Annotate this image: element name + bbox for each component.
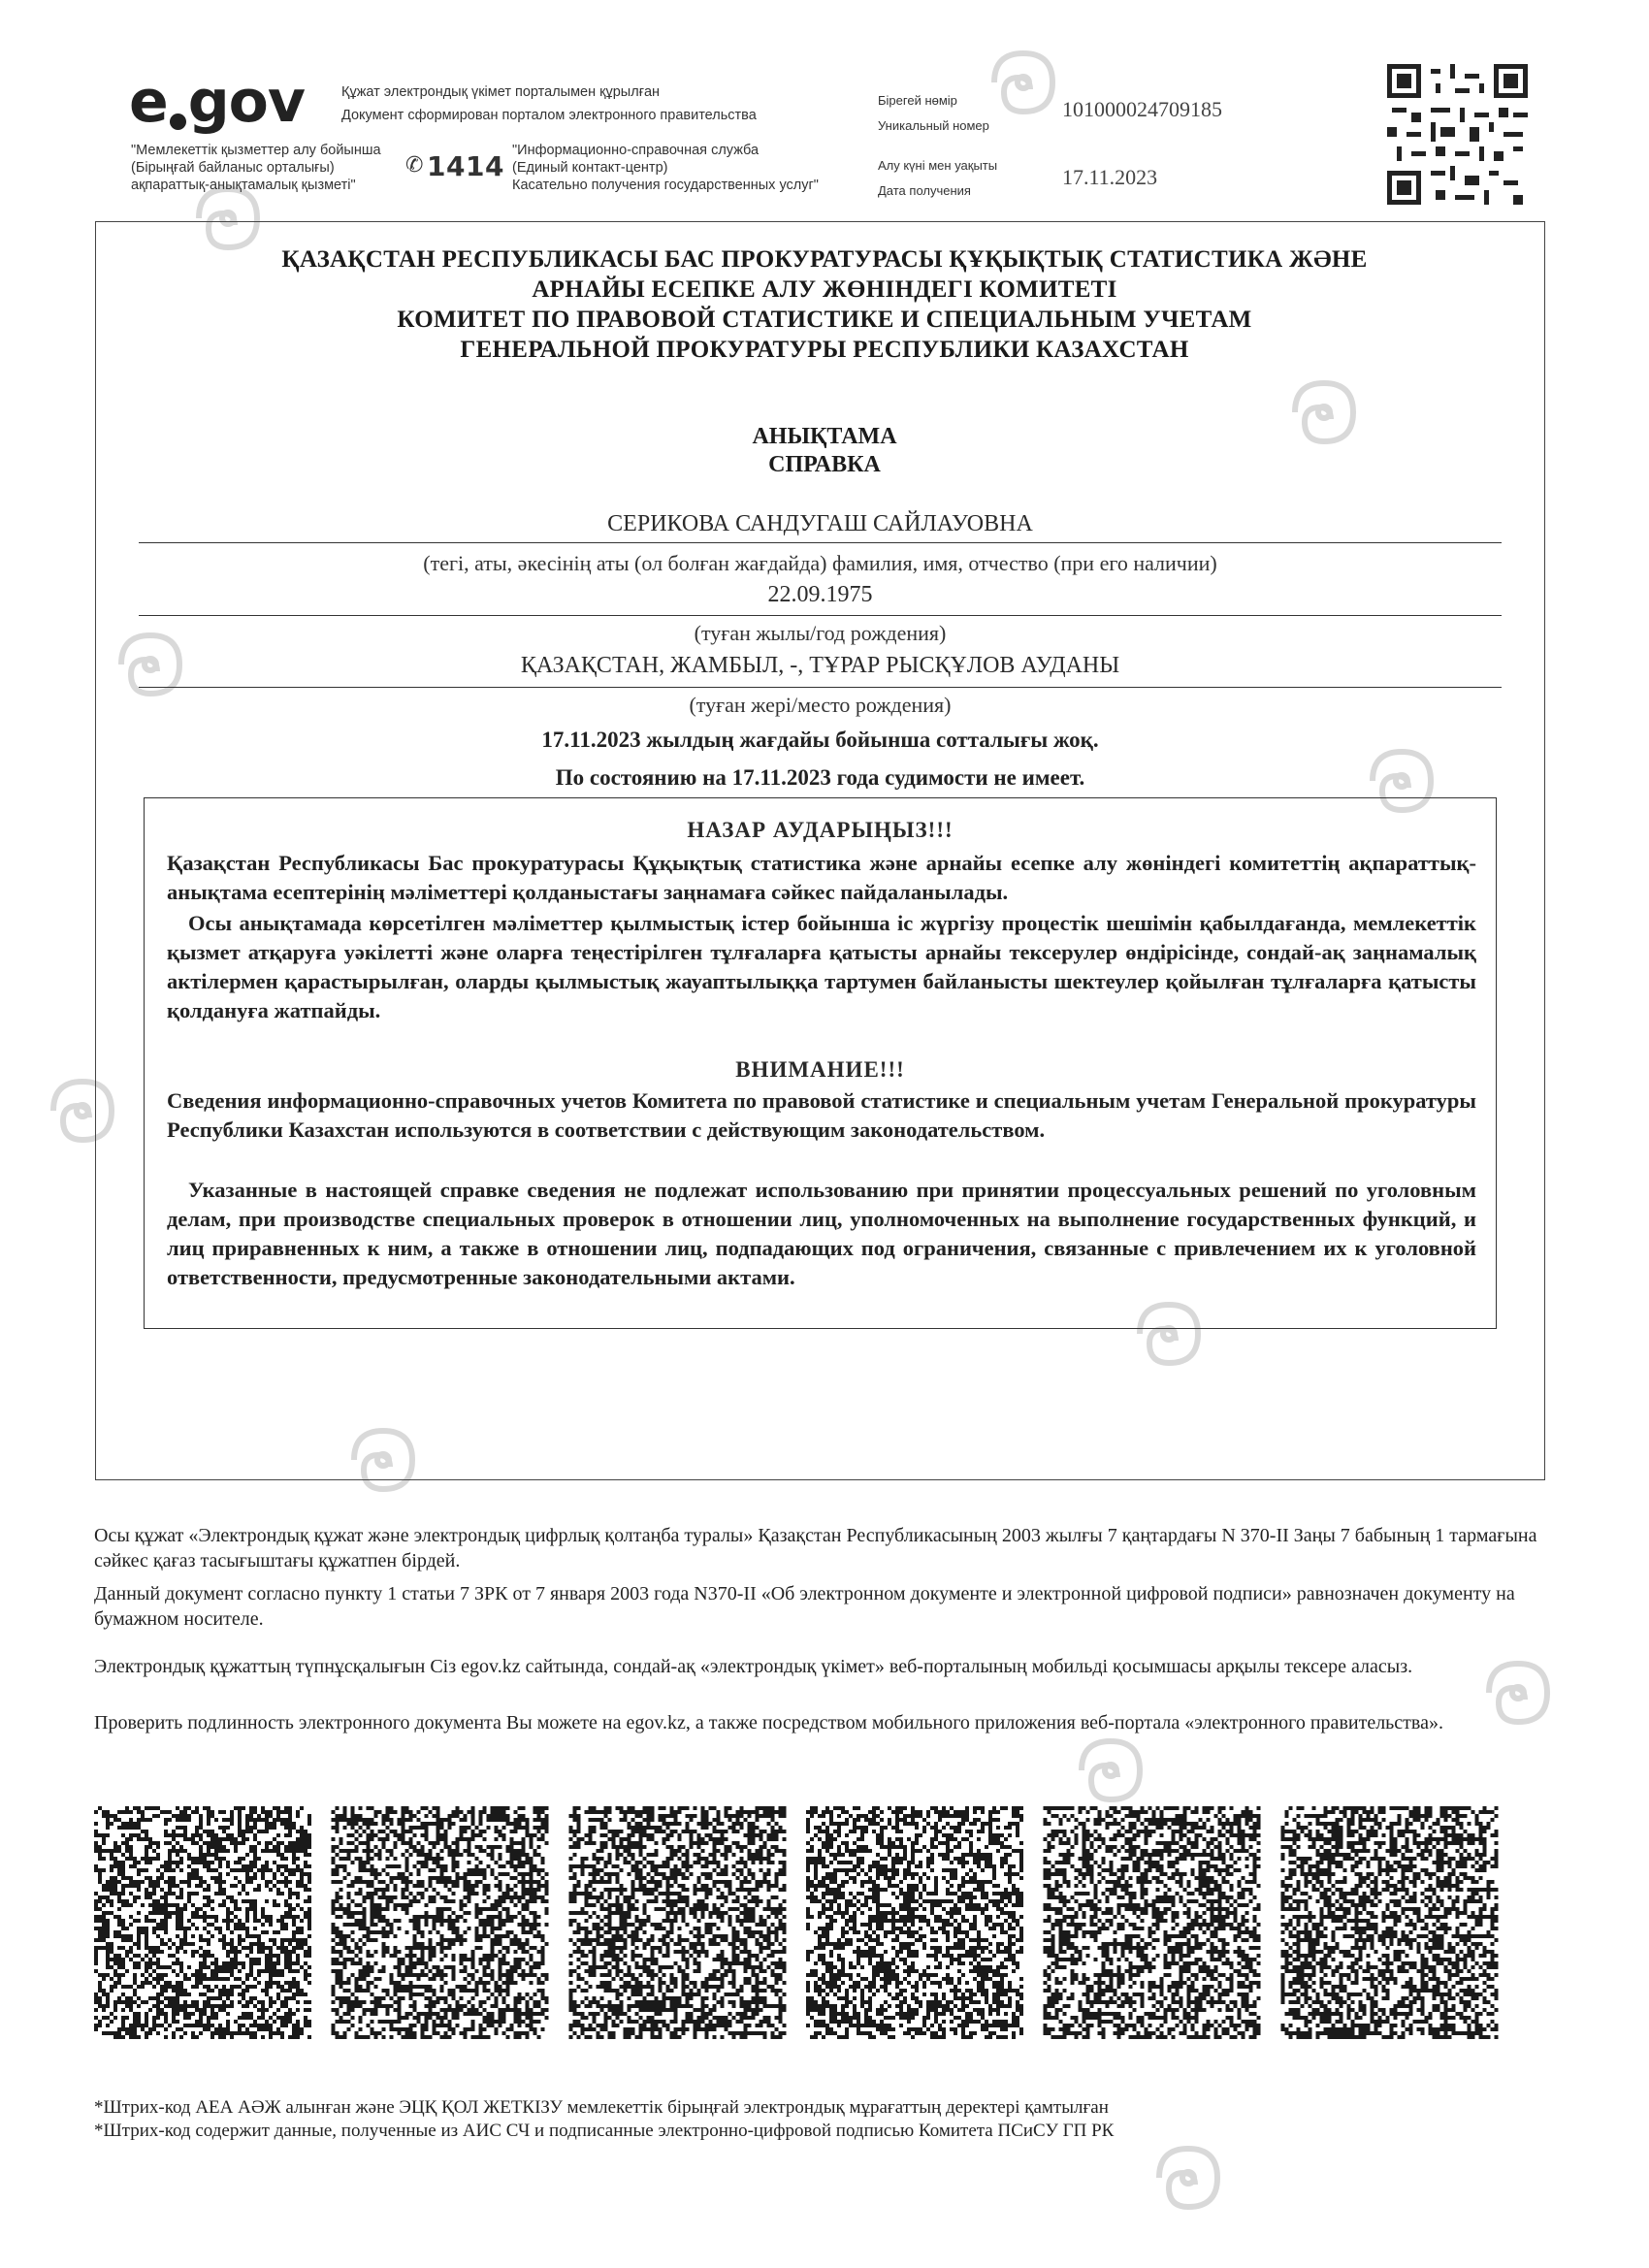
service-note-line: "Мемлекеттік қызметтер алу бойынша [131,143,381,158]
date-labels [878,157,1072,200]
uid-labels [878,92,1072,135]
authority-line: ҚАЗАҚСТАН РЕСПУБЛИКАСЫ БАС ПРОКУРАТУРАСЫ ҚҰҚЫҚТЫҚ СТАТИСТИКА ЖӘНЕ [281,246,1368,273]
portal-note-ru: Документ сформирован порталом электронного правительства [341,108,757,123]
contact-center-note [512,142,861,194]
service-note [131,142,422,194]
birth-place-caption: (туған жері/место рождения) [689,693,952,717]
barcode-footnote-ru: *Штрих-код содержит данные, полученные из АИС СЧ и подписанные электронно-цифровой подписью Комитета ПСиСУ ГП РК [94,2121,1115,2141]
divider [139,687,1502,688]
attention-paragraph-kz-2: Осы анықтамада көрсетілген мәліметтер қылмыстық істер бойынша іс жүргізу процестік шешімін қабылдағанда, мемлекеттік қызмет атқаруға уәкілетті және оларға теңестірілген тұлғаларға қатысты арнайы тексерулер өндірісінде, сондай-ақ заңнамалық актілермен қарастырылған, оларды қылмыстық жауаптылыққа тартумен байланысты шектеулер қойылған тұлғаларға қатысты қолдануға жатпайды. [167,911,1476,1022]
phone-icon: ✆ [405,152,424,177]
attention-heading-kz: НАЗАР АУДАРЫҢЫЗ!!! [687,818,954,842]
portal-note [341,83,865,124]
person-full-name: СЕРИКОВА САНДУГАШ САЙЛАУОВНА [607,511,1033,536]
qr-code-graphic [1387,64,1528,205]
attention-paragraph-kz-1: Қазақстан Республикасы Бас прокуратурасы Құқықтық статистика және арнайы есепке алу жөніндегі комитеттің ақпараттық-анықтама есептерінің мәліметтері қолданыстағы заңнамаға сәйкес пайдаланылады. [167,851,1476,904]
contact-center-line: "Информационно-справочная служба [512,143,760,158]
divider [139,542,1502,543]
barcode-block [94,1806,311,2039]
birth-date-caption: (туған жылы/год рождения) [694,621,947,645]
full-name-caption: (тегі, аты, әкесінің аты (ол болған жағдайда) фамилия, имя, отчество (при его наличии) [423,551,1217,575]
egov-logo: e gov [129,68,305,136]
conviction-status-ru: По состоянию на 17.11.2023 года судимости не имеет. [555,765,1085,790]
birth-place: ҚАЗАҚСТАН, ЖАМБЫЛ, -, ТҰРАР РЫСҚҰЛОВ АУДАНЫ [520,653,1120,678]
verify-note-kz: Электрондық құжаттың түпнұсқалығын Сіз egov.kz сайтында, сондай-ақ «электрондық үкімет» веб-порталының мобильді қосымшасы арқылы тексере аласыз. [94,1656,1413,1677]
barcode-footnote-kz: *Штрих-код АЕА АӘЖ алынған және ЭЦҚ ҚОЛ ЖЕТКІЗУ мемлекеттік бірыңғай электрондық мұрағаттың деректері қамтылған [94,2097,1109,2118]
document-title-ru: СПРАВКА [768,452,881,477]
receipt-date: 17.11.2023 [1062,165,1158,189]
legal-note-ru: Данный документ согласно пункту 1 статьи 7 ЗРК от 7 января 2003 года N370-II «Об электронном документе и электронной цифровой подписи» равнозначен документу на бумажном носителе. [94,1583,1515,1630]
authority-line: ГЕНЕРАЛЬНОЙ ПРОКУРАТУРЫ РЕСПУБЛИКИ КАЗАХСТАН [460,337,1189,363]
unique-number: 10100002470918​5 [1062,97,1222,121]
barcode-block [568,1806,786,2039]
legal-note-kz: Осы құжат «Электрондық құжат және электрондық цифрлық қолтаңба туралы» Қазақстан Республикасының 2003 жылғы 7 қаңтардағы N 370-II Заңы 7 бабының 1 тармағына сәйкес қағаз тасығыштағы құжатпен бірдей. [94,1525,1537,1571]
barcode-strip [94,1806,1501,2039]
barcode-graphic [94,1806,1501,2039]
document-title-kz: АНЫҚТАМА [752,424,897,449]
verify-note-ru: Проверить подлинность электронного документа Вы можете на egov.kz, а также посредством мобильного приложения веб-портала «электронного правительства». [94,1712,1443,1733]
barcode-block [806,1806,1023,2039]
divider [139,615,1502,616]
date-label-ru: Дата получения [878,183,971,198]
authority-line: АРНАЙЫ ЕСЕПКЕ АЛУ ЖӨНІНДЕГІ КОМИТЕТІ [532,276,1117,303]
attention-paragraph-ru-2: Указанные в настоящей справке сведения не подлежат использованию при принятии процессуальных решений по уголовным делам, при производстве специальных проверок в отношении лиц, уполномоченных на выполнение государственных функций, и лиц приравненных к ним, а также в отношении лиц, подпадающих под ограничения, связанные с привлечением их к уголовной ответственности, предусмотренные законодательными актами. [167,1178,1476,1289]
attention-paragraph-ru-1: Сведения информационно-справочных учетов Комитета по правовой статистике и специальным учетам Генеральной прокуратуры Республики Казахстан используются в соответствии с действующим законодательством. [167,1088,1476,1142]
contact-center-line: Касательно получения государственных услуг" [512,178,819,193]
service-note-line: ақпараттық-анықтамалық қызметі" [131,178,356,193]
issuing-authority [194,244,1455,365]
watermark-ornament [1067,1727,1154,1814]
date-label-kz: Алу күні мен уақыты [878,158,998,173]
qr-code [1387,64,1528,205]
contact-phone-number: 1414 [427,150,504,182]
barcode-block [332,1806,549,2039]
birth-date: 22.09.1975 [767,582,873,607]
document-title [582,423,1067,479]
uid-label-kz: Бірегей нөмір [878,93,957,108]
conviction-status-kz: 17.11.2023 жылдың жағдайы бойынша сотталығы жоқ. [541,728,1099,752]
barcode-block [1044,1806,1261,2039]
uid-label-ru: Уникальный номер [878,118,989,133]
service-note-line: (Бірыңғай байланыс орталығы) [131,160,335,176]
watermark-ornament [1145,2134,1232,2221]
attention-heading-ru: ВНИМАНИЕ!!! [735,1057,905,1082]
authority-line: КОМИТЕТ ПО ПРАВОВОЙ СТАТИСТИКЕ И СПЕЦИАЛЬНЫМ УЧЕТАМ [397,307,1252,333]
contact-center-line: (Единый контакт-центр) [512,160,668,176]
barcode-block [1280,1806,1498,2039]
portal-note-kz: Құжат электрондық үкімет порталымен құрылған [341,84,661,100]
